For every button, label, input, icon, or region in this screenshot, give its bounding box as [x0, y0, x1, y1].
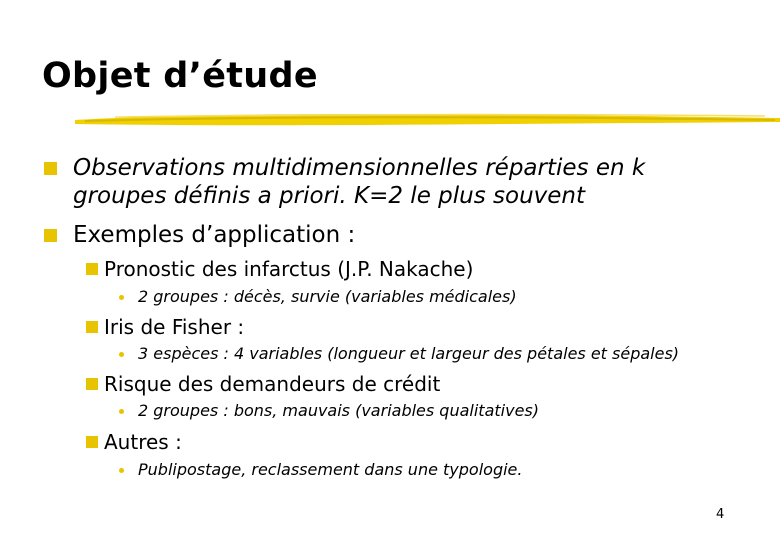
square-bullet-icon [86, 378, 98, 390]
subitem-risque [86, 372, 440, 396]
detail-iris-text: 3 espèces : 4 variables (longueur et largeur des pétales et sépales) [138, 344, 680, 363]
square-bullet-icon [86, 321, 98, 333]
bullet-observations-line1: Observations multidimensionnelles réparties en k [73, 155, 646, 181]
subitem-pronostic [86, 257, 473, 281]
detail-risque-text: 2 groupes : bons, mauvais (variables qualitatives) [138, 401, 539, 420]
square-bullet-icon [44, 229, 57, 242]
subitem-iris [86, 315, 244, 339]
bullet-exemples [44, 221, 355, 249]
bullet-observations [44, 154, 645, 210]
detail-iris [119, 344, 679, 364]
subitem-pronostic-label: Pronostic des infarctus (J.P. Nakache) [104, 257, 474, 281]
detail-autres-text: Publipostage, reclassement dans une typologie. [138, 460, 523, 479]
detail-pronostic-text: 2 groupes : décès, survie (variables médicales) [138, 287, 517, 306]
bullet-exemples-text: Exemples d’application : [73, 222, 356, 248]
subitem-iris-label: Iris de Fisher : [104, 315, 245, 339]
detail-risque [119, 401, 539, 421]
dot-bullet-icon [119, 295, 124, 300]
dot-bullet-icon [119, 468, 124, 473]
title-underline-brush [75, 108, 780, 132]
dot-bullet-icon [119, 352, 124, 357]
square-bullet-icon [86, 436, 98, 448]
square-bullet-icon [44, 162, 57, 175]
square-bullet-icon [86, 263, 98, 275]
subitem-risque-label: Risque des demandeurs de crédit [104, 372, 441, 396]
page-number: 4 [716, 507, 725, 522]
subitem-autres [86, 430, 182, 454]
dot-bullet-icon [119, 409, 124, 414]
bullet-observations-line2: groupes définis a priori. K=2 le plus souvent [73, 183, 586, 209]
detail-pronostic [119, 287, 517, 307]
subitem-autres-label: Autres : [104, 430, 182, 454]
detail-autres [119, 460, 522, 480]
slide-title: Objet d’étude [42, 56, 318, 96]
